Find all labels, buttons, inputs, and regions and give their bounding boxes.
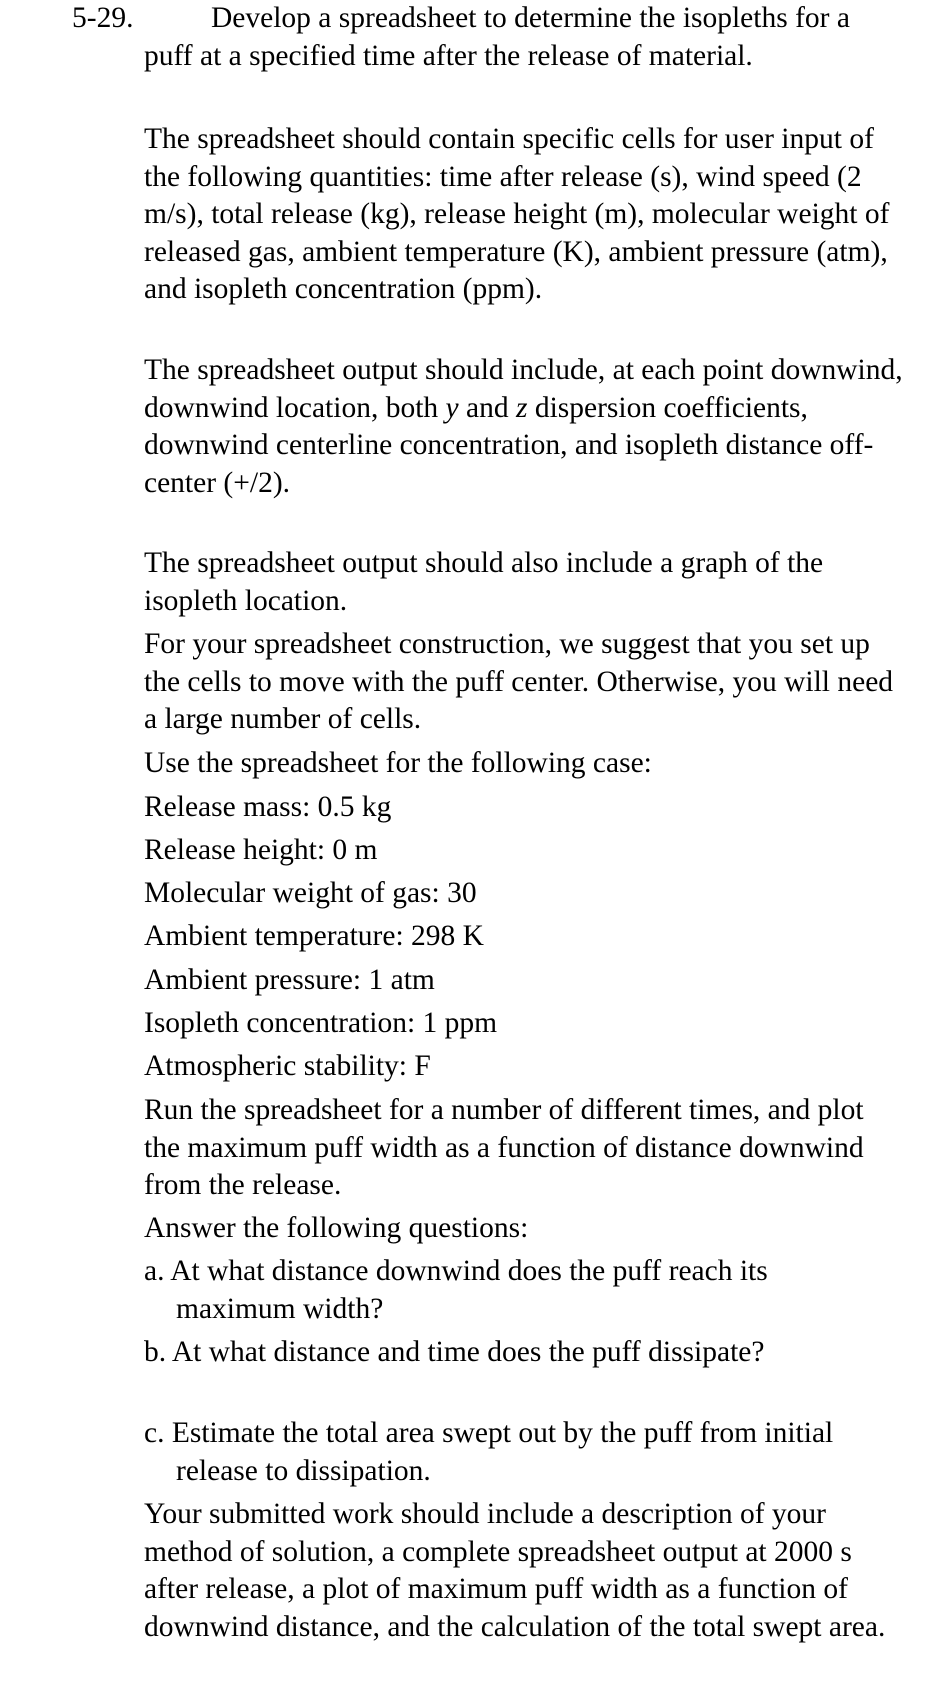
problem-statement: Develop a spreadsheet to determine the isopleths for a puff at a specified time after the release of material. (144, 2, 850, 72)
output-text-after: dispersion coefficients, downwind centerline concentration, and isopleth distance off-center (+/2). (144, 391, 874, 499)
graph-description: The spreadsheet output should also include a graph of the isopleth location. (144, 547, 824, 617)
case-ambient-temperature: Ambient temperature: 298 K (144, 920, 484, 952)
case-release-height: Release height: 0 m (144, 834, 378, 866)
case-molecular-weight: Molecular weight of gas: 30 (144, 877, 477, 909)
case-atmospheric-stability: Atmospheric stability: F (144, 1050, 431, 1082)
z-variable: z (515, 391, 528, 424)
question-b: b. At what distance and time does the puff dissipate? (144, 1336, 765, 1368)
case-release-mass: Release mass: 0.5 kg (144, 791, 392, 823)
use-case-intro: Use the spreadsheet for the following case: (144, 747, 652, 779)
output-text-and: and (466, 391, 509, 424)
input-description: The spreadsheet should contain specific cells for user input of the following quantities: time after release (s), wind speed (2 m/s), total release (kg), release height (m), molecular weight of released gas, ambient temperature (K), ambient pressure (atm), and isopleth concentration (ppm). (144, 123, 890, 306)
y-variable: y (445, 391, 459, 424)
submission-requirements: Your submitted work should include a description of your method of solution, a complete spreadsheet output at 2000 s after release, a plot of maximum puff width as a function of downwind distance, and the calculation of the total swept area. (144, 1498, 886, 1643)
output-text-before: The spreadsheet output should include, at each point downwind, downwind location, both (144, 354, 903, 424)
run-instructions: Run the spreadsheet for a number of different times, and plot the maximum puff width as a function of distance downwind from the release. (144, 1094, 864, 1202)
construction-suggestion: For your spreadsheet construction, we suggest that you set up the cells to move with the puff center. Otherwise, you will need a large number of cells. (144, 628, 894, 736)
answer-intro: Answer the following questions: (144, 1212, 529, 1244)
problem-number: 5-29. (72, 2, 134, 34)
question-a: a. At what distance downwind does the puff reach its maximum width? (144, 1255, 768, 1325)
question-c: c. Estimate the total area swept out by the puff from initial release to dissipation. (144, 1417, 834, 1487)
case-ambient-pressure: Ambient pressure: 1 atm (144, 964, 435, 996)
case-isopleth-concentration: Isopleth concentration: 1 ppm (144, 1007, 498, 1039)
output-description (144, 352, 904, 502)
